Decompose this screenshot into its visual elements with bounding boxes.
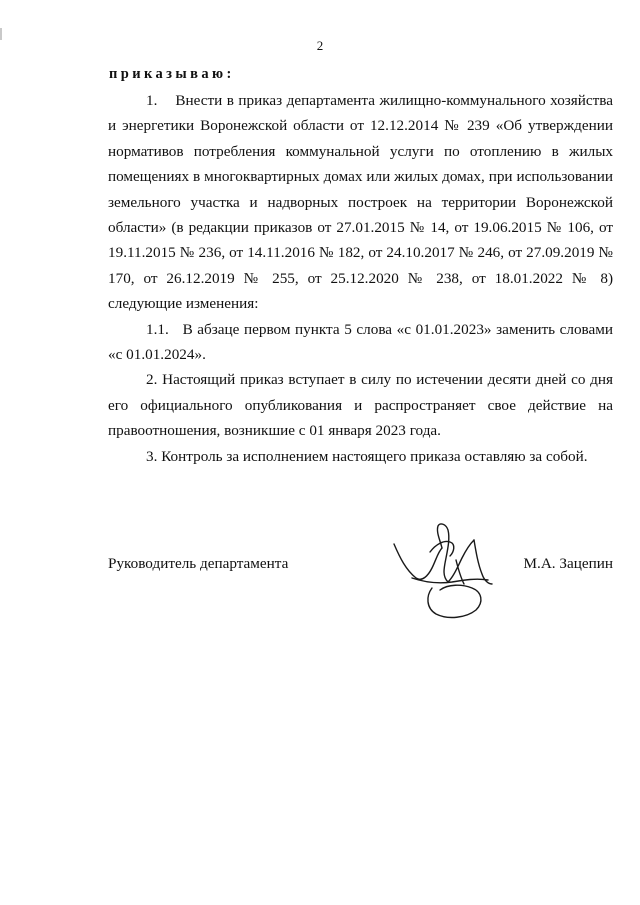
page-number: 2 bbox=[316, 38, 324, 53]
directive-heading: приказываю: bbox=[109, 66, 235, 82]
paragraph-item-3: 3. Контроль за исполнением настоящего приказа оставляю за собой. bbox=[146, 447, 588, 465]
paragraph-subitem-1-1: 1.1. В абзаце первом пункта 5 слова «с 01.01.2023» заменить словами «с 01.01.2024». bbox=[108, 320, 613, 364]
signer-position: Руководитель департамента bbox=[108, 555, 289, 572]
signer-name: М.А. Зацепин bbox=[523, 555, 613, 572]
paragraph-item-2: 2. Настоящий приказ вступает в силу по истечении десяти дней со дня его официального опубликования и распространяет свое действие на правоотношения, возникшие с 01 января 2023 года. bbox=[108, 371, 613, 440]
handwritten-signature bbox=[392, 518, 504, 624]
document-body bbox=[108, 88, 613, 469]
paragraph-item-1: 1. Внести в приказ департамента жилищно-коммунального хозяйства и энергетики Воронежской области от 12.12.2014 № 239 «Об утверждении нормативов потребления коммунальной услуги по отоплению в жилых помещениях в многоквартирных домах или жилых домах, при использовании земельного участка и надворных построек на территории Воронежской области» (в редакции приказов от 27.01.2015 № 14, от 19.06.2015 № 106, от 19.11.2015 № 236, от 14.11.2016 № 182, от 24.10.2017 № 246, от 27.09.2019 № 170, от 26.12.2019 № 255, от 25.12.2020 № 238, от 18.01.2022 № 8) следующие изменения: bbox=[108, 92, 613, 313]
